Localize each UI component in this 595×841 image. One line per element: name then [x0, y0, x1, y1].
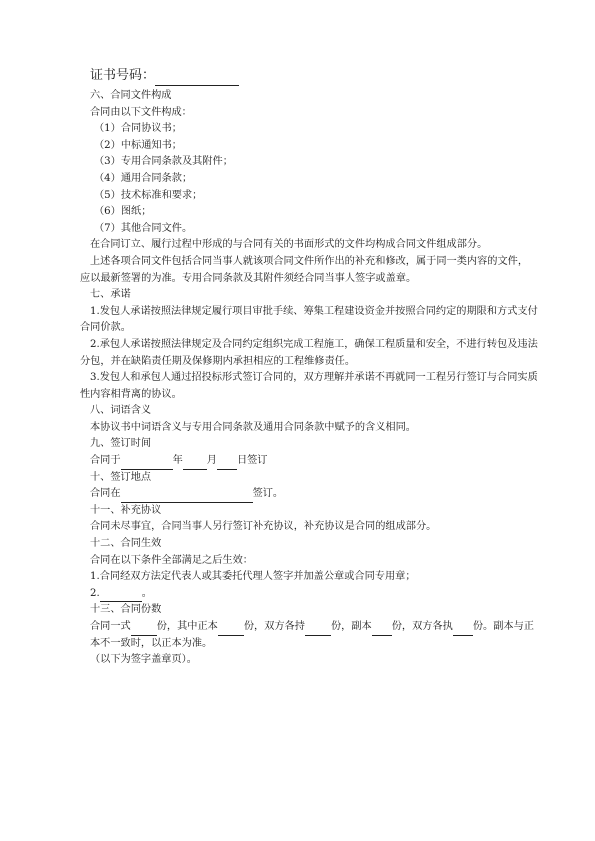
section-11-title: 十一、补充协议 — [90, 504, 162, 516]
section-13-title: 十三、合同份数 — [90, 604, 162, 616]
section-7-paragraph-1: 1.发包人承诺按照法律规定履行项目审批手续、筹集工程建设资金并按照合同约定的期限和方式支付合同价款。 — [80, 305, 538, 334]
copies-text-c: 份，双方各持 — [243, 621, 305, 632]
document-page — [80, 66, 538, 669]
doc-item-3: （3）专用合同条款及其附件； — [94, 156, 233, 168]
section-8-title: 八、词语含义 — [90, 405, 152, 417]
doc-item-4: （4）通用合同条款； — [94, 172, 193, 184]
doc-item-7: （7）其他合同文件。 — [94, 222, 193, 234]
section-6-paragraph-2: 上述各项合同文件包括合同当事人就该项合同文件所作出的补充和修改，属于同一类内容的文件，应以最新签署的为准。专用合同条款及其附件须经合同当事人签字或盖章。 — [80, 255, 529, 284]
doc-item-6: （6）图纸； — [94, 206, 152, 218]
day-label: 日签订 — [236, 455, 268, 467]
section-12-title: 十二、合同生效 — [90, 538, 162, 550]
copies-paragraph — [90, 619, 538, 652]
year-blank — [121, 457, 173, 470]
condition-2-end: 。 — [141, 587, 152, 599]
copies-text-a: 合同一式 — [90, 621, 131, 632]
section-9-title: 九、签订时间 — [90, 438, 152, 450]
doc-item-5: （5）技术标准和要求； — [94, 189, 203, 201]
condition-2-blank — [100, 589, 142, 602]
section-6-paragraph-1: 在合同订立、履行过程中形成的与合同有关的书面形式的文件均构成合同文件组成部分。 — [90, 239, 488, 251]
duplicate-copies-blank — [372, 623, 392, 636]
section-11-paragraph: 合同未尽事宜，合同当事人另行签订补充协议，补充协议是合同的组成部分。 — [90, 521, 437, 533]
month-blank — [183, 457, 207, 470]
section-12-intro: 合同在以下条件全部满足之后生效： — [90, 554, 253, 566]
doc-item-2: （2）中标通知书； — [94, 139, 182, 151]
copies-text-b: 份，其中正本 — [156, 621, 218, 632]
effective-condition-2 — [90, 586, 538, 603]
certificate-label: 证书号码： — [90, 68, 156, 83]
section-8-paragraph: 本协议书中词语含义与专用合同条款及通用合同条款中赋予的含义相同。 — [90, 421, 416, 433]
doc-item-1: （1）合同协议书； — [94, 123, 182, 135]
copies-text-e: 份，双方各执 — [391, 621, 453, 632]
copies-text-f: 份。副本与正本不一致时，以正本为准。 — [90, 621, 534, 649]
effective-condition-1: 1.合同经双方法定代表人或其委托代理人签字并加盖公章或合同专用章； — [90, 571, 416, 583]
original-each-blank — [305, 623, 331, 636]
section-7-paragraph-2: 2.承包人承诺按照法律规定及合同约定组织完成工程施工，确保工程质量和安全，不进行转包及违法分包，并在缺陷责任期及保修期内承担相应的工程维修责任。 — [80, 338, 538, 367]
month-label: 月 — [206, 455, 217, 467]
copies-text-d: 份，副本 — [331, 621, 372, 632]
duplicate-each-blank — [453, 623, 473, 636]
signing-place-line — [90, 486, 538, 503]
original-copies-blank — [218, 623, 244, 636]
condition-2-number: 2. — [90, 587, 100, 599]
signature-page-note: （以下为签字盖章页）。 — [90, 654, 197, 666]
section-7-title: 七、承诺 — [90, 289, 131, 301]
total-copies-blank — [131, 623, 157, 636]
place-blank — [121, 490, 253, 503]
certificate-line — [90, 66, 538, 86]
section-10-title: 十、签订地点 — [90, 471, 152, 483]
signing-date-prefix: 合同于 — [90, 455, 121, 467]
certificate-number-blank — [155, 73, 239, 86]
section-6-title: 六、合同文件构成 — [90, 90, 172, 101]
signing-date-line — [90, 453, 538, 470]
signing-place-suffix: 签订。 — [252, 488, 284, 500]
year-label: 年 — [172, 455, 183, 467]
section-7-paragraph-3: 3.发包人和承包人通过招投标形式签订合同的，双方理解并承诺不再就同一工程另行签订与合同实质性内容相背离的协议。 — [80, 372, 538, 400]
section-6-intro: 合同由以下文件构成： — [90, 106, 192, 118]
day-blank — [217, 457, 237, 470]
signing-place-prefix: 合同在 — [90, 488, 121, 500]
